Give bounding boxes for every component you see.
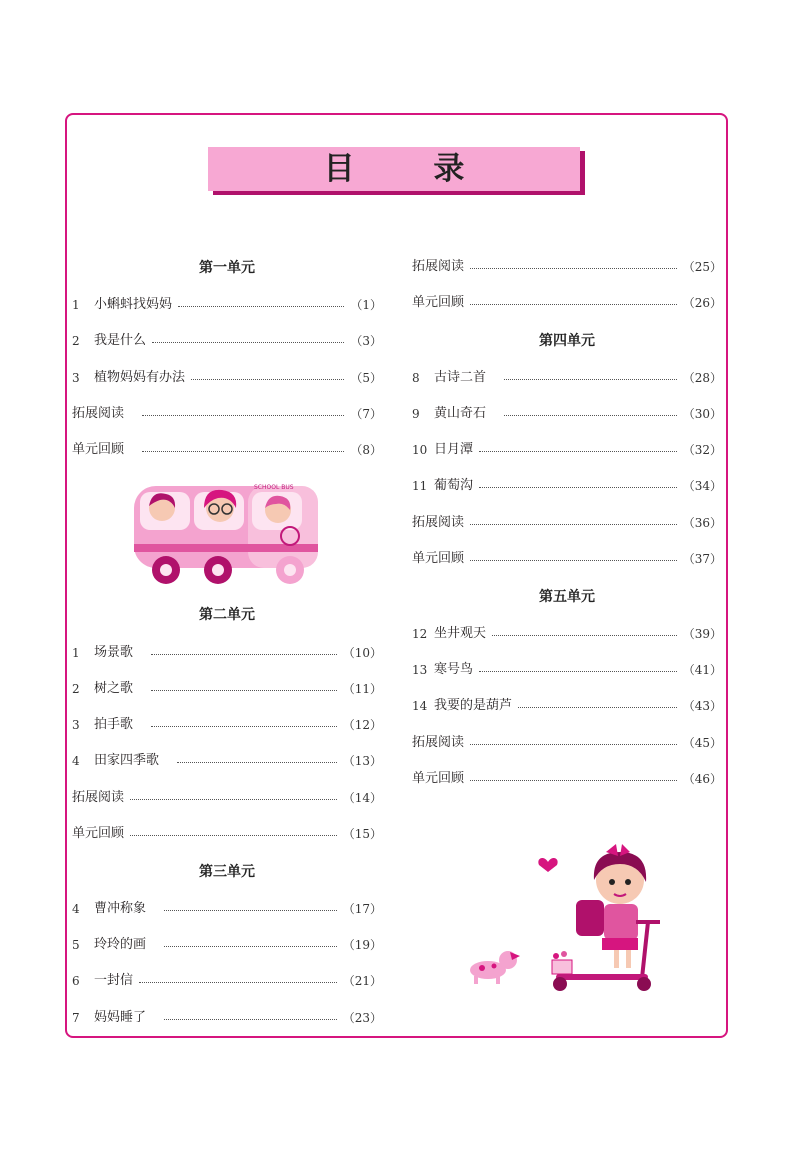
lesson-number: 4 xyxy=(72,754,80,768)
toc-entry[interactable] xyxy=(72,296,382,314)
unit-heading: 第三单元 xyxy=(199,864,255,880)
toc-entry[interactable] xyxy=(412,441,722,459)
page-number: （3） xyxy=(350,334,382,348)
lesson-number: 1 xyxy=(72,646,80,660)
dot-leader xyxy=(470,268,677,269)
lesson-number: 2 xyxy=(72,682,80,696)
lesson-title: 黄山奇石 xyxy=(434,406,487,421)
lesson-title: 单元回顾 xyxy=(412,551,465,566)
dot-leader xyxy=(470,560,677,561)
page-number: （43） xyxy=(682,699,722,713)
dot-leader xyxy=(191,379,344,380)
dot-leader xyxy=(164,946,337,947)
dot-leader xyxy=(470,744,677,745)
lesson-title: 小蝌蚪找妈妈 xyxy=(94,297,173,312)
dot-leader xyxy=(479,487,677,488)
toc-entry[interactable] xyxy=(72,789,382,807)
page-number: （39） xyxy=(682,627,722,641)
bus-sign-text: SCHOOL BUS xyxy=(254,484,294,491)
dot-leader xyxy=(151,690,337,691)
lesson-number: 8 xyxy=(412,371,420,385)
unit-heading: 第四单元 xyxy=(539,333,595,349)
toc-entry[interactable] xyxy=(72,405,382,423)
dot-leader xyxy=(164,1019,337,1020)
lesson-title: 葡萄沟 xyxy=(434,478,474,493)
lesson-number: 14 xyxy=(412,699,428,713)
page-number: （1） xyxy=(350,298,382,312)
dot-leader xyxy=(504,379,677,380)
dot-leader xyxy=(142,451,344,452)
page-number: （14） xyxy=(342,791,382,805)
page-number: （30） xyxy=(682,407,722,421)
lesson-title: 日月潭 xyxy=(434,442,474,457)
toc-entry[interactable] xyxy=(412,734,722,752)
page-number: （15） xyxy=(342,827,382,841)
title-banner xyxy=(208,147,580,191)
toc-entry[interactable] xyxy=(412,405,722,423)
dot-leader xyxy=(470,304,677,305)
lesson-number: 5 xyxy=(72,938,80,952)
dot-leader xyxy=(178,306,344,307)
toc-entry[interactable] xyxy=(412,369,722,387)
dot-leader xyxy=(164,910,337,911)
toc-entry[interactable] xyxy=(72,441,382,459)
dot-leader xyxy=(151,726,337,727)
lesson-number: 4 xyxy=(72,902,80,916)
lesson-number: 10 xyxy=(412,443,428,457)
lesson-title: 拓展阅读 xyxy=(412,735,465,750)
toc-entry[interactable] xyxy=(412,258,722,276)
dot-leader xyxy=(470,780,677,781)
page-number: （17） xyxy=(342,902,382,916)
dot-leader xyxy=(177,762,337,763)
lesson-number: 11 xyxy=(412,479,428,493)
page-number: （23） xyxy=(342,1011,382,1025)
lesson-title: 单元回顾 xyxy=(412,295,465,310)
dot-leader xyxy=(139,982,337,983)
page-number: （5） xyxy=(350,371,382,385)
lesson-title: 曹冲称象 xyxy=(94,901,147,916)
lesson-number: 9 xyxy=(412,407,420,421)
toc-entry[interactable] xyxy=(72,716,382,734)
toc-entry[interactable] xyxy=(412,661,722,679)
lesson-title: 田家四季歌 xyxy=(94,753,160,768)
toc-entry[interactable] xyxy=(412,625,722,643)
lesson-title: 妈妈睡了 xyxy=(94,1010,147,1025)
page-number: （36） xyxy=(682,516,722,530)
page-number: （13） xyxy=(342,754,382,768)
lesson-number: 2 xyxy=(72,334,80,348)
page-number: （37） xyxy=(682,552,722,566)
dot-leader xyxy=(142,415,344,416)
page-number: （7） xyxy=(350,407,382,421)
lesson-title: 单元回顾 xyxy=(72,442,125,457)
lesson-title: 坐井观天 xyxy=(434,626,487,641)
dot-leader xyxy=(152,342,344,343)
lesson-title: 寒号鸟 xyxy=(434,662,474,677)
toc-entry[interactable] xyxy=(412,550,722,568)
toc-entry[interactable] xyxy=(412,697,722,715)
page-number: （25） xyxy=(682,260,722,274)
lesson-title: 古诗二首 xyxy=(434,370,487,385)
lesson-title: 拓展阅读 xyxy=(412,259,465,274)
lesson-title: 我是什么 xyxy=(94,333,147,348)
lesson-title: 单元回顾 xyxy=(412,771,465,786)
page-number: （28） xyxy=(682,371,722,385)
lesson-title: 拓展阅读 xyxy=(72,790,125,805)
dot-leader xyxy=(130,799,337,800)
lesson-number: 6 xyxy=(72,974,80,988)
toc-entry[interactable] xyxy=(72,332,382,350)
lesson-title: 植物妈妈有办法 xyxy=(94,370,186,385)
dot-leader xyxy=(479,451,677,452)
toc-entry[interactable] xyxy=(72,369,382,387)
dot-leader xyxy=(518,707,677,708)
toc-entry[interactable] xyxy=(72,680,382,698)
girl-scooter-illustration xyxy=(466,842,666,994)
page-number: （12） xyxy=(342,718,382,732)
toc-entry[interactable] xyxy=(72,644,382,662)
page-number: （11） xyxy=(342,682,382,696)
lesson-number: 13 xyxy=(412,663,428,677)
page-number: （45） xyxy=(682,736,722,750)
page-title: 目 录 xyxy=(323,151,499,187)
page-number: （41） xyxy=(682,663,722,677)
lesson-title: 玲玲的画 xyxy=(94,937,147,952)
lesson-title: 我要的是葫芦 xyxy=(434,698,513,713)
lesson-number: 1 xyxy=(72,298,80,312)
lesson-title: 一封信 xyxy=(94,973,134,988)
toc-entry[interactable] xyxy=(72,825,382,843)
toc-entry[interactable] xyxy=(72,972,382,990)
page-number: （46） xyxy=(682,772,722,786)
dot-leader xyxy=(479,671,677,672)
toc-entry[interactable] xyxy=(412,514,722,532)
toc-entry[interactable] xyxy=(72,752,382,770)
dot-leader xyxy=(492,635,677,636)
page-number: （10） xyxy=(342,646,382,660)
toc-entry[interactable] xyxy=(412,477,722,495)
page-number: （19） xyxy=(342,938,382,952)
page-number: （32） xyxy=(682,443,722,457)
toc-entry[interactable] xyxy=(72,936,382,954)
lesson-title: 拓展阅读 xyxy=(72,406,125,421)
page-number: （21） xyxy=(342,974,382,988)
lesson-title: 拍手歌 xyxy=(94,717,134,732)
school-bus-illustration xyxy=(130,478,325,586)
dot-leader xyxy=(470,524,677,525)
lesson-title: 场景歌 xyxy=(94,645,134,660)
lesson-number: 3 xyxy=(72,718,80,732)
unit-heading: 第二单元 xyxy=(199,607,255,623)
toc-entry[interactable] xyxy=(72,900,382,918)
lesson-title: 拓展阅读 xyxy=(412,515,465,530)
page-number: （8） xyxy=(350,443,382,457)
unit-heading: 第五单元 xyxy=(539,589,595,605)
unit-heading: 第一单元 xyxy=(199,260,255,276)
dot-leader xyxy=(130,835,337,836)
toc-entry[interactable] xyxy=(72,1009,382,1027)
page-number: （26） xyxy=(682,296,722,310)
lesson-title: 树之歌 xyxy=(94,681,134,696)
toc-entry[interactable] xyxy=(412,770,722,788)
toc-entry[interactable] xyxy=(412,294,722,312)
lesson-number: 3 xyxy=(72,371,80,385)
page-number: （34） xyxy=(682,479,722,493)
lesson-title: 单元回顾 xyxy=(72,826,125,841)
dot-leader xyxy=(151,654,337,655)
dot-leader xyxy=(504,415,677,416)
lesson-number: 12 xyxy=(412,627,428,641)
lesson-number: 7 xyxy=(72,1011,80,1025)
